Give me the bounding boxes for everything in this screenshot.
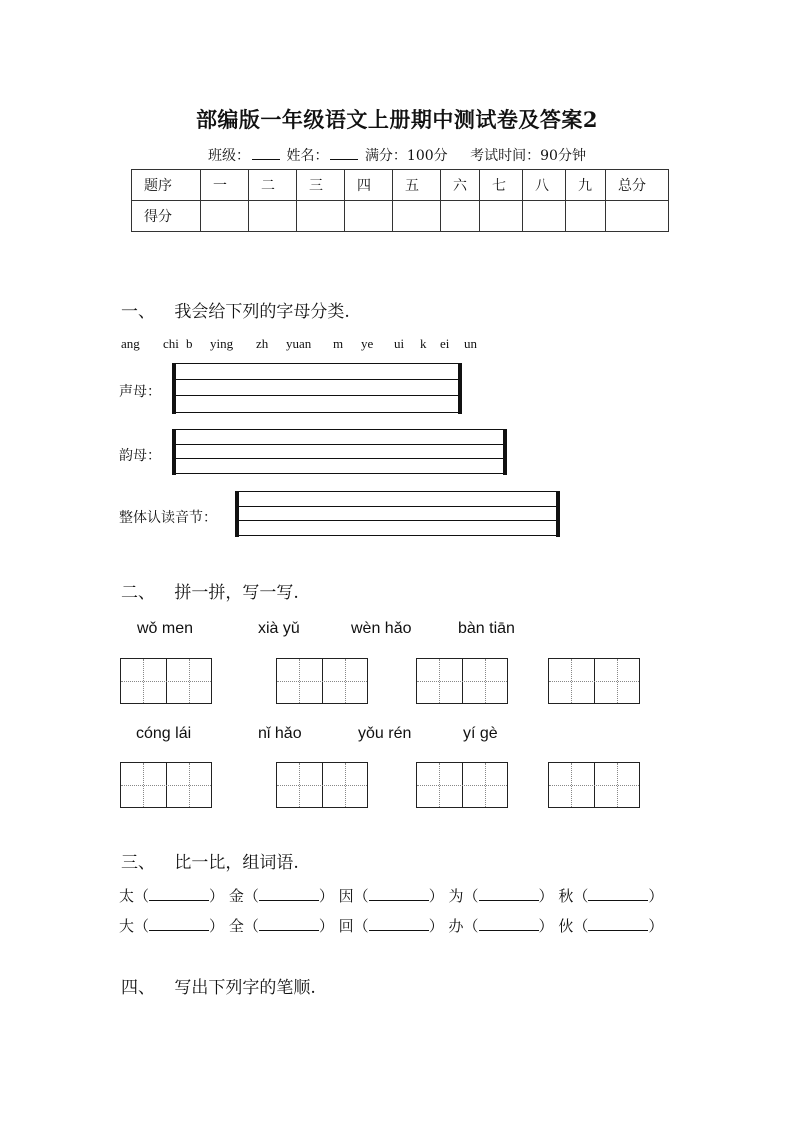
- score-cell[interactable]: [201, 201, 249, 232]
- score-cell[interactable]: [249, 201, 297, 232]
- open-paren: （: [573, 917, 589, 935]
- section-title: 写出下列字的笔顺.: [174, 978, 316, 998]
- open-paren: （: [463, 917, 479, 935]
- name-blank[interactable]: [330, 147, 358, 160]
- word-building-row: [119, 915, 663, 936]
- score-cell[interactable]: [345, 201, 393, 232]
- table-cell: 六: [441, 170, 480, 201]
- answer-blank[interactable]: [149, 888, 209, 901]
- table-cell: 四: [345, 170, 393, 201]
- close-paren: ）: [428, 917, 444, 935]
- character-grid[interactable]: [548, 658, 640, 704]
- answer-blank[interactable]: [259, 888, 319, 901]
- section-title: 比一比，组词语.: [174, 853, 299, 873]
- table-cell: 七: [480, 170, 523, 201]
- whole-syllables-label: 整体认读音节：: [119, 510, 217, 526]
- pinyin-prompt: wǒ men: [137, 620, 194, 637]
- score-table: [131, 169, 669, 232]
- open-paren: （: [243, 917, 259, 935]
- section-number: 四、: [121, 978, 155, 998]
- compare-char: 太: [119, 887, 135, 905]
- close-paren: ）: [538, 887, 554, 905]
- exam-time-label: 考试时间：90分钟: [470, 148, 586, 164]
- section-3-heading: [121, 848, 299, 873]
- answer-blank[interactable]: [369, 918, 429, 931]
- initials-label: 声母：: [119, 384, 161, 400]
- letter-item: ang: [121, 336, 140, 351]
- finals-writing-lines[interactable]: [172, 429, 507, 475]
- open-paren: （: [353, 887, 369, 905]
- table-cell: 题序: [132, 170, 201, 201]
- character-grid[interactable]: [276, 658, 368, 704]
- letter-item: zh: [256, 336, 269, 351]
- close-paren: ）: [428, 887, 444, 905]
- pinyin-prompt: yí gè: [463, 725, 498, 742]
- table-cell: 总分: [606, 170, 669, 201]
- letter-item: ying: [210, 336, 234, 351]
- character-grid[interactable]: [120, 762, 212, 808]
- pinyin-prompt: xià yǔ: [258, 620, 300, 637]
- letter-item: m: [333, 336, 344, 351]
- compare-char: 秋: [558, 887, 574, 905]
- table-row: [132, 170, 669, 201]
- section-title: 我会给下列的字母分类.: [174, 302, 350, 322]
- table-cell: 九: [566, 170, 606, 201]
- table-cell: 五: [393, 170, 441, 201]
- letter-item: b: [186, 336, 193, 351]
- section-number: 一、: [121, 302, 155, 322]
- pinyin-prompt: bàn tiān: [458, 620, 515, 637]
- exam-info-line: [0, 145, 794, 165]
- pinyin-prompt: wèn hǎo: [351, 620, 412, 637]
- table-cell: 三: [297, 170, 345, 201]
- class-blank[interactable]: [252, 147, 280, 160]
- character-grid[interactable]: [120, 658, 212, 704]
- initials-writing-lines[interactable]: [172, 363, 462, 414]
- letter-item: yuan: [286, 336, 312, 351]
- open-paren: （: [353, 917, 369, 935]
- class-label: 班级：: [208, 148, 251, 164]
- letter-item: ye: [361, 336, 374, 351]
- section-number: 三、: [121, 853, 155, 873]
- character-grid[interactable]: [416, 658, 508, 704]
- finals-label: 韵母：: [119, 448, 161, 464]
- compare-char: 大: [119, 917, 135, 935]
- table-cell: 得分: [132, 201, 201, 232]
- compare-char: 伙: [558, 917, 574, 935]
- compare-char: 因: [338, 887, 354, 905]
- open-paren: （: [134, 887, 150, 905]
- pinyin-prompt: nǐ hǎo: [258, 725, 302, 742]
- score-cell[interactable]: [480, 201, 523, 232]
- score-cell[interactable]: [523, 201, 566, 232]
- answer-blank[interactable]: [479, 888, 539, 901]
- letter-item: chi: [163, 336, 179, 351]
- compare-char: 办: [448, 917, 464, 935]
- open-paren: （: [463, 887, 479, 905]
- close-paren: ）: [318, 887, 334, 905]
- whole-syllables-writing-lines[interactable]: [235, 491, 560, 537]
- score-cell[interactable]: [441, 201, 480, 232]
- full-score-label: 满分：100分: [364, 148, 448, 164]
- compare-char: 金: [228, 887, 244, 905]
- score-cell[interactable]: [393, 201, 441, 232]
- section-2-heading: [121, 578, 299, 603]
- score-cell[interactable]: [297, 201, 345, 232]
- close-paren: ）: [209, 917, 225, 935]
- score-cell[interactable]: [606, 201, 669, 232]
- character-grid[interactable]: [276, 762, 368, 808]
- close-paren: ）: [209, 887, 225, 905]
- letter-item: k: [420, 336, 427, 351]
- pinyin-prompt: cóng lái: [136, 725, 192, 742]
- close-paren: ）: [648, 887, 664, 905]
- table-cell: 八: [523, 170, 566, 201]
- name-label: 姓名：: [286, 148, 329, 164]
- answer-blank[interactable]: [588, 918, 648, 931]
- answer-blank[interactable]: [369, 888, 429, 901]
- compare-char: 全: [228, 917, 244, 935]
- character-grid[interactable]: [416, 762, 508, 808]
- letter-item: ei: [440, 336, 450, 351]
- close-paren: ）: [318, 917, 334, 935]
- letter-item: un: [464, 336, 477, 351]
- section-number: 二、: [121, 583, 155, 603]
- section-title: 拼一拼，写一写.: [174, 583, 299, 603]
- close-paren: ）: [538, 917, 554, 935]
- answer-blank[interactable]: [149, 918, 209, 931]
- compare-char: 回: [338, 917, 354, 935]
- answer-blank[interactable]: [588, 888, 648, 901]
- table-cell: 一: [201, 170, 249, 201]
- compare-char: 为: [448, 887, 464, 905]
- table-row: [132, 201, 669, 232]
- table-cell: 二: [249, 170, 297, 201]
- open-paren: （: [573, 887, 589, 905]
- open-paren: （: [134, 917, 150, 935]
- pinyin-prompt: yǒu rén: [358, 725, 412, 742]
- answer-blank[interactable]: [259, 918, 319, 931]
- character-grid[interactable]: [548, 762, 640, 808]
- open-paren: （: [243, 887, 259, 905]
- score-cell[interactable]: [566, 201, 606, 232]
- letter-item: ui: [394, 336, 405, 351]
- section-1-heading: [121, 297, 350, 322]
- word-building-row: [119, 885, 663, 906]
- answer-blank[interactable]: [479, 918, 539, 931]
- page-title: 部编版一年级语文上册期中测试卷及答案2: [195, 107, 599, 132]
- close-paren: ）: [648, 917, 664, 935]
- section-4-heading: [121, 973, 316, 998]
